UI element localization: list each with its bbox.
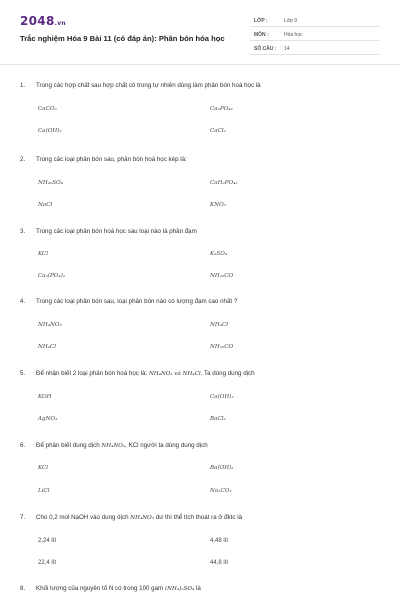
question-text-b: . Ta dùng dung dịch [200,370,255,377]
q7-option-b[interactable]: 4,48 lít [210,538,229,544]
q5-option-c[interactable]: AgNO₃ [38,416,58,422]
meta-count [250,44,380,55]
q3-option-b[interactable]: K₂SO₄ [210,251,228,257]
q3-option-a[interactable]: KCl [38,251,49,257]
q4-option-c[interactable]: NH₄Cl [38,344,57,350]
meta-subject-key: MÔN : [254,32,269,38]
q4-option-d[interactable]: NH₂₂CO [210,344,234,350]
question-text: Trong các hợp chất sau hợp chất có trong tự nhiên dùng làm phân bón hoá học là [36,82,261,89]
question-number: 8. [20,585,26,592]
q6-option-b[interactable]: Ba(OH)₂ [210,465,234,471]
site-logo-suffix: .vn [54,20,66,27]
meta-class [250,16,380,27]
conjunction: và [174,371,181,377]
formula-ammonium-nitrate: NH₄NO₃ [101,443,126,449]
question-text-b: dư thì thể tích thoát ra ở đktc là [155,514,243,521]
formula-ammonium-sulfate: (NH₄)₂SO₄ [164,586,195,592]
meta-count-key: SỐ CÂU : [254,46,277,52]
question-text-a: Để nhận biết 2 loại phân bón hoá học là: [36,370,148,377]
question-text-b: là [195,585,201,592]
q1-option-c[interactable]: Ca(OH)₂ [38,128,62,134]
question-number: 6. [20,442,26,449]
meta-subject [250,30,380,41]
q2-option-c[interactable]: NaCl [38,202,53,208]
meta-class-key: LỚP : [254,18,268,24]
q3-option-c[interactable]: Ca₃(PO₄)₂ [38,273,66,279]
q5-option-a[interactable]: KOH [38,394,52,400]
site-logo[interactable]: 2048.vn [20,14,66,28]
q6-option-d[interactable]: Na₂CO₃ [210,488,232,494]
question-number: 3. [20,228,26,235]
question-7 [20,514,390,521]
q6-option-c[interactable]: LiCl [38,488,50,494]
q5-option-b[interactable]: Ca(OH)₂ [210,394,234,400]
question-text: Trong các loại phân bón sau, phân bón hoá học kép là: [36,156,187,163]
question-text-a: Để phân biết dung dịch [36,442,100,449]
q2-option-b[interactable]: CaH₂PO₄₂ [210,180,238,186]
q2-option-d[interactable]: KNO₃ [210,202,226,208]
q1-option-d[interactable]: CaCl₂ [210,128,226,134]
formula-ammonium-nitrate: NH₄NO₃ [130,515,155,521]
q7-option-d[interactable]: 44,8 lít [210,560,229,566]
page-header [0,0,400,62]
meta-count-value: 14 [284,46,290,52]
question-text-a: Cho 0,2 mol NaOH vào dung dịch [36,514,129,521]
q1-option-b[interactable]: Ca₃PO₄₂ [210,106,233,112]
q7-option-a[interactable]: 2,24 lít [38,538,57,544]
q6-option-a[interactable]: KCl [38,465,49,471]
q4-option-b[interactable]: NH₄Cl [210,322,229,328]
q2-option-a[interactable]: NH₄₂SO₄ [38,180,63,186]
question-text-b: , KCl người ta dùng dung dịch [125,442,208,449]
header-divider [0,64,400,65]
question-text: Trong các loại phân bón sau, loại phân bón nào có lượng đạm cao nhất ? [36,298,238,305]
question-1 [20,82,390,89]
formula-ammonium-nitrate: NH₄NO₃ [148,371,173,377]
q5-option-d[interactable]: BaCl₂ [210,416,226,422]
meta-subject-value: Hóa học [284,32,303,38]
q1-option-a[interactable]: CaCO₃ [38,106,57,112]
q3-option-d[interactable]: NH₂₂CO [210,273,234,279]
question-text-a: Khối lượng của nguyên tố N có trong 100 gam [36,585,164,592]
question-5 [20,370,390,377]
question-2 [20,156,390,163]
page-title: Trắc nghiệm Hóa 9 Bài 11 (có đáp án): Phân bón hóa học [20,34,225,43]
meta-class-value: Lớp 9 [284,18,298,24]
formula-ammonium-chloride: NH₄Cl [182,371,201,377]
question-number: 2. [20,156,26,163]
question-4 [20,298,390,305]
question-6 [20,442,390,449]
question-number: 4. [20,298,26,305]
question-text: Trong các loại phân bón hoá học sau loại nào là phân đạm [36,228,197,235]
question-8 [20,585,390,592]
question-number: 7. [20,514,26,521]
question-number: 5. [20,370,26,377]
question-3 [20,228,390,235]
question-number: 1. [20,82,26,89]
q7-option-c[interactable]: 22,4 lít [38,560,57,566]
q4-option-a[interactable]: NH₄NO₃ [38,322,62,328]
